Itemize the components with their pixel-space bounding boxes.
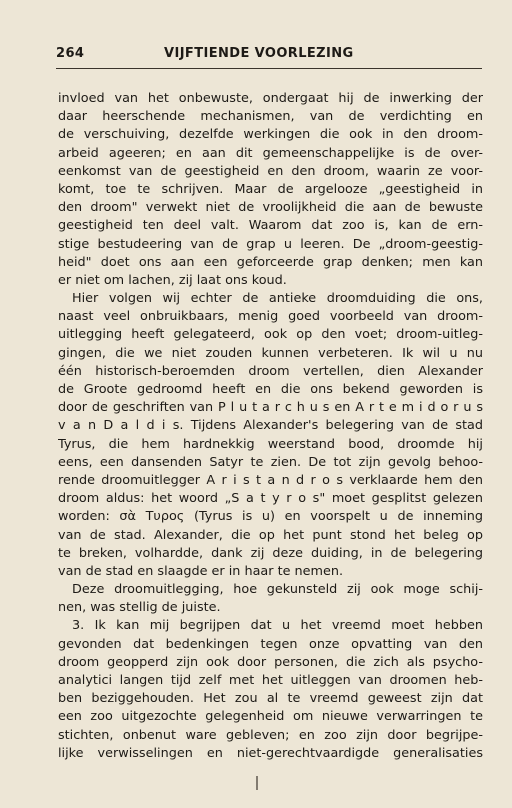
text-line: rende droomuitlegger A r i s t a n d r o s verklaarde hem den bbox=[58, 472, 483, 488]
text-line: invloed van het onbewuste, ondergaat hij de inwerking der bbox=[58, 91, 483, 106]
text-line: Hier volgen wij echter de antieke droomduiding die ons, bbox=[72, 291, 483, 307]
text-line: komt, toe te schrijven. Maar de argelooze „geestigheid in bbox=[58, 181, 483, 197]
text-line: gevonden dat bedenkingen tegen onze opvatting van den bbox=[58, 636, 483, 652]
page-number: 264 bbox=[56, 46, 85, 61]
text-line: Tyrus, die hem hardnekkig weerstand bood, droomde hij bbox=[58, 436, 483, 452]
text-line: analytici langen tijd zelf met het uitleggen van droomen heb- bbox=[58, 673, 483, 688]
running-head: VIJFTIENDE VOORLEZING bbox=[164, 46, 354, 61]
text-line: van de stad. Alexander, die op het punt stond het beleg op bbox=[58, 527, 483, 543]
page-header bbox=[56, 46, 482, 69]
text-line: worden: σὰ Τυρος (Tyrus is u) en voorspelt u de inneming bbox=[58, 509, 483, 525]
text-line: door de geschriften van P l u t a r c h u s en A r t e m i d o r u s bbox=[58, 400, 483, 416]
text-line: de Groote gedroomd heeft en die ons bekend geworden is bbox=[58, 382, 483, 397]
text-line: uitlegging heeft gelegateerd, ook op den voet; droom-uitleg- bbox=[58, 327, 483, 343]
text-line: stige bestudeering van de grap u leeren. De „droom-geestig- bbox=[58, 236, 483, 252]
text-line: 3. Ik kan mij begrijpen dat u het vreemd moet hebben bbox=[72, 618, 483, 634]
text-line: den droom" verwekt niet de vroolijkheid die aan de bewuste bbox=[58, 200, 483, 216]
text-line: daar heerschende mechanismen, van de verdichting en bbox=[58, 109, 483, 125]
text-line: droom geopperd zijn ook door personen, die zich als psycho- bbox=[58, 654, 483, 670]
text-line: v a n D a l d i s. Tijdens Alexander's belegering van de stad bbox=[58, 418, 483, 434]
text-line: Deze droomuitlegging, hoe gekunsteld zij ook moge schij- bbox=[72, 582, 483, 598]
text-line: geestigheid ten deel valt. Waarom dat zoo is, kan de ern- bbox=[58, 218, 483, 234]
text-line: heid" doet ons aan een geforceerde grap denken; men kan bbox=[58, 254, 483, 270]
text-line: naast veel onbruikbaars, menig goed voorbeeld van droom- bbox=[58, 309, 483, 325]
text-line: de verschuiving, dezelfde werkingen die ook in den droom- bbox=[58, 127, 483, 143]
text-line: stichten, onbenut ware gebleven; en zoo zijn door begrijpe- bbox=[58, 727, 483, 743]
text-line: een zoo uitgezochte gelegenheid om nieuwe verwarringen te bbox=[58, 709, 483, 725]
text-line: van de stad en slaagde er in haar te nemen. bbox=[58, 563, 344, 579]
text-line: nen, was stellig de juiste. bbox=[58, 600, 221, 616]
footer-mark bbox=[256, 776, 258, 790]
text-line: één historisch-beroemden droom vertellen, dien Alexander bbox=[58, 363, 483, 379]
text-line: ben beziggehouden. Het zou al te vreemd geweest zijn dat bbox=[58, 691, 483, 707]
body-text bbox=[58, 90, 483, 763]
text-line: eens, een dansenden Satyr te zien. De tot zijn gevolg behoo- bbox=[58, 454, 483, 470]
text-line: gingen, die we niet zouden kunnen verbeteren. Ik wil u nu bbox=[58, 345, 483, 361]
text-line: eenkomst van de geestigheid en den droom, waarin ze voor- bbox=[58, 163, 483, 179]
text-line: er niet om lachen, zij laat ons koud. bbox=[58, 272, 287, 288]
text-line: droom aldus: het woord „S a t y r o s" moet gesplitst gelezen bbox=[58, 491, 483, 507]
text-line: arbeid ageeren; en aan dit gemeenschappelijke is de over- bbox=[58, 145, 483, 161]
text-line: te breken, volhardde, dank zij deze duiding, in de belegering bbox=[58, 545, 483, 561]
text-line: lijke verwisselingen en niet-gerechtvaardigde generalisaties bbox=[58, 745, 483, 761]
